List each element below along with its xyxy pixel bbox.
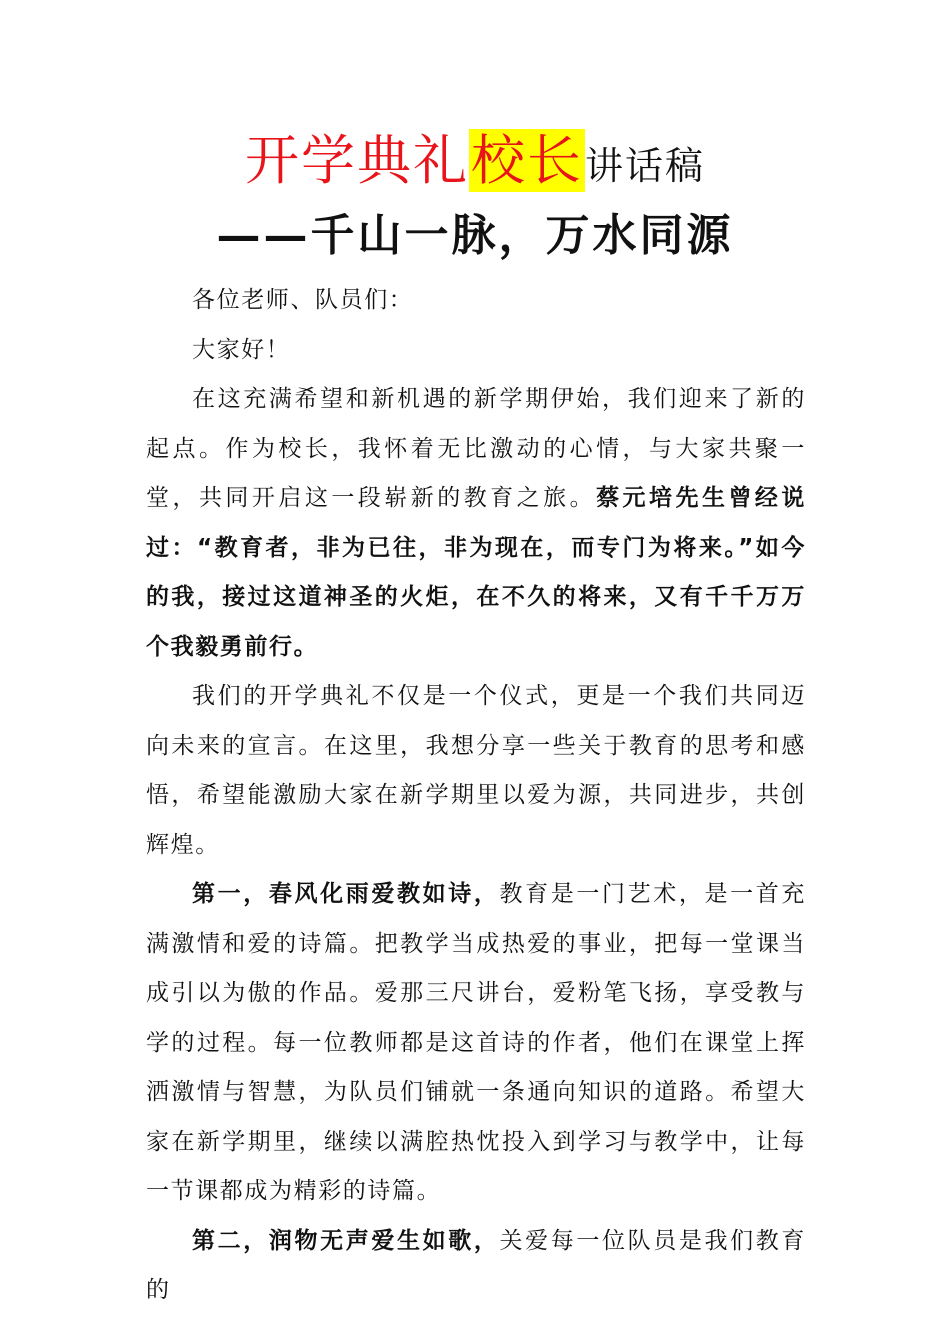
- document-subtitle: ——千山一脉，万水同源: [216, 210, 734, 261]
- paragraph-3-text: 教育是一门艺术，是一首充满激情和爱的诗篇。把教学当成热爱的事业，把每一堂课当成引以为傲的作品。爱那三尺讲台，爱粉笔飞扬，享受教与学的过程。每一位教师都是这首诗的作者，他们在课堂上挥洒激情与智慧，为队员们铺就一条通向知识的道路。希望大家在新学期里，继续以满腔热忱投入到学习与教学中，让每一节课都成为精彩的诗篇。: [146, 881, 806, 1204]
- paragraph-4: [146, 1217, 806, 1316]
- paragraph-1-text: 在这充满希望和新机遇的新学期伊始，我们迎来了新的起点。作为校长，我怀着无比激动的心情，与大家共聚一堂，共同开启这一段崭新的教育之旅。: [146, 386, 806, 511]
- document-body: [146, 276, 806, 1316]
- paragraph-1-quote: 蔡元培先生曾经说过：“教育者，非为已往，非为现在，而专门为将来。”如今的我，接过这道神圣的火炬，在不久的将来，又有千千万万个我毅勇前行。: [146, 485, 806, 660]
- paragraph-3: [146, 870, 806, 1217]
- paragraph-3-heading: 第一，春风化雨爱教如诗，: [192, 881, 500, 907]
- title-red-part: 开学典礼: [244, 129, 469, 192]
- greeting-line: 各位老师、队员们：: [192, 287, 414, 313]
- hello-line: 大家好！: [192, 336, 291, 363]
- title-highlighted-part: 校长: [470, 129, 583, 192]
- paragraph-4-heading: 第二，润物无声爱生如歌，: [192, 1227, 500, 1254]
- paragraph-2: 我们的开学典礼不仅是一个仪式，更是一个我们共同迈向未来的宣言。在这里，我想分享一些关于教育的思考和感悟，希望能激励大家在新学期里以爱为源，共同进步，共创辉煌。: [146, 683, 806, 858]
- title-black-part: 讲话稿: [584, 144, 705, 188]
- paragraph-4-text: 关爱每一位队员是我们教育的: [146, 1227, 806, 1303]
- paragraph-1: [146, 375, 806, 672]
- document-title: [0, 126, 950, 196]
